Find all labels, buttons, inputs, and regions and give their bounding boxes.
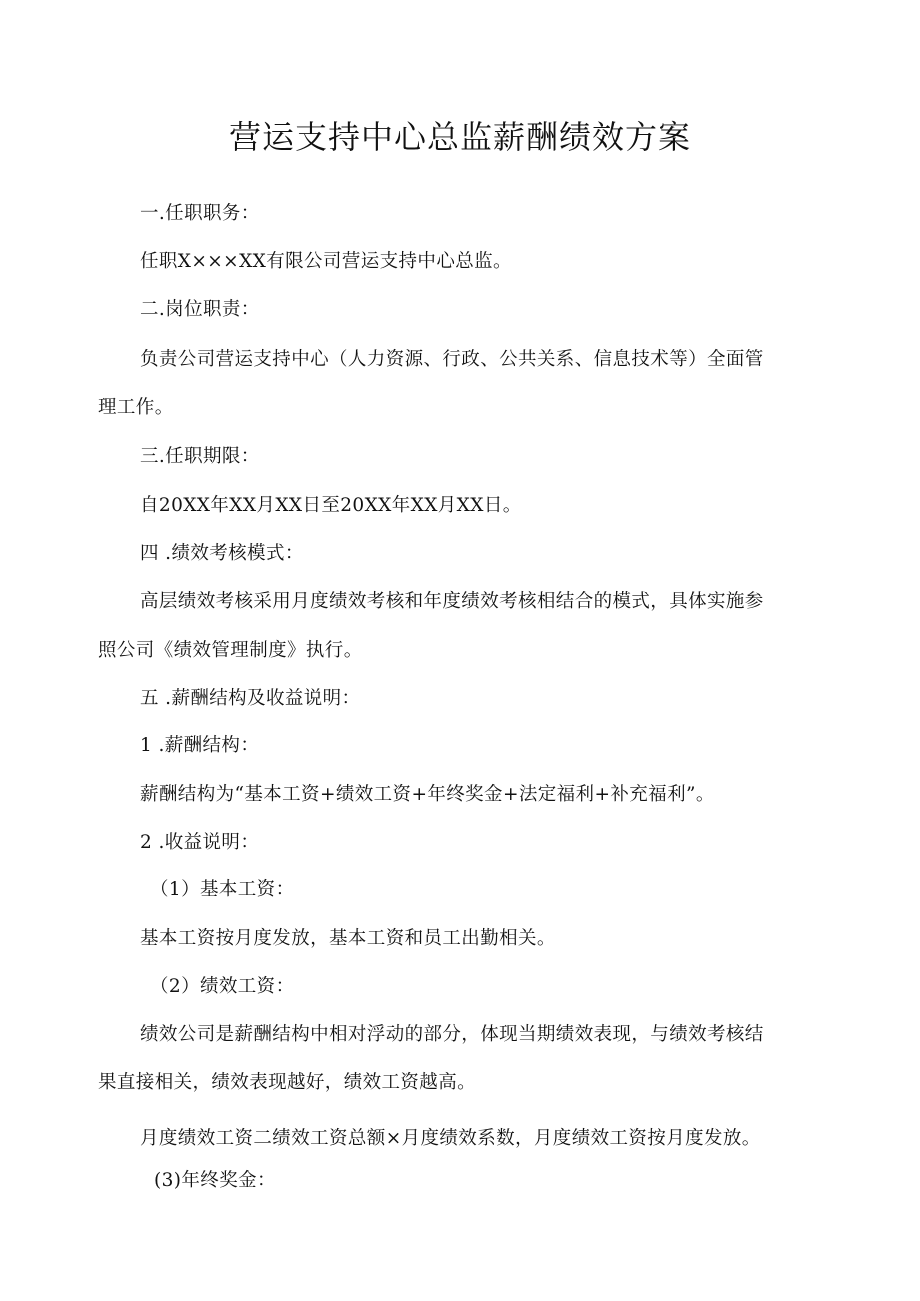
section-heading-term: 三.任职期限： [140, 446, 260, 467]
paragraph-monthly-formula: 月度绩效工资二绩效工资总额×月度绩效系数，月度绩效工资按月度发放。 [140, 1128, 761, 1149]
paragraph-base-salary: 基本工资按月度发放，基本工资和员工出勤相关。 [140, 928, 556, 949]
document-title: 营运支持中心总监薪酬绩效方案 [228, 118, 691, 156]
paragraph-assessment-line2: 照公司《绩效管理制度》执行。 [98, 640, 363, 661]
item-heading-annual-bonus: (3)年终奖金： [154, 1170, 276, 1191]
section-heading-assessment: 四 .绩效考核模式： [140, 543, 304, 564]
subheading-income: 2 .收益说明： [140, 832, 260, 853]
paragraph-position: 任职X×××XX有限公司营运支持中心总监。 [140, 251, 512, 272]
item-heading-base-salary: （1）基本工资： [150, 879, 295, 900]
section-heading-position: 一.任职职务： [140, 203, 260, 224]
paragraph-duties-line2: 理工作。 [98, 397, 174, 418]
paragraph-performance-line1: 绩效公司是薪酬结构中相对浮动的部分，体现当期绩效表现，与绩效考核结 [140, 1024, 764, 1045]
paragraph-term: 自20XX年XX月XX日至20XX年XX月XX日。 [140, 495, 522, 516]
paragraph-performance-line2: 果直接相关，绩效表现越好，绩效工资越高。 [98, 1072, 477, 1093]
paragraph-assessment-line1: 高层绩效考核采用月度绩效考核和年度绩效考核相结合的模式，具体实施参 [140, 591, 764, 612]
paragraph-duties-line1: 负责公司营运支持中心（人力资源、行政、公共关系、信息技术等）全面管 [140, 349, 764, 370]
subheading-structure: 1 .薪酬结构： [140, 735, 260, 756]
section-heading-compensation: 五 .薪酬结构及收益说明： [140, 688, 361, 709]
section-heading-duties: 二.岗位职责： [140, 299, 260, 320]
item-heading-performance-pay: （2）绩效工资： [150, 976, 295, 997]
paragraph-structure: 薪酬结构为“基本工资+绩效工资+年终奖金+法定福利+补充福利”。 [140, 784, 715, 805]
